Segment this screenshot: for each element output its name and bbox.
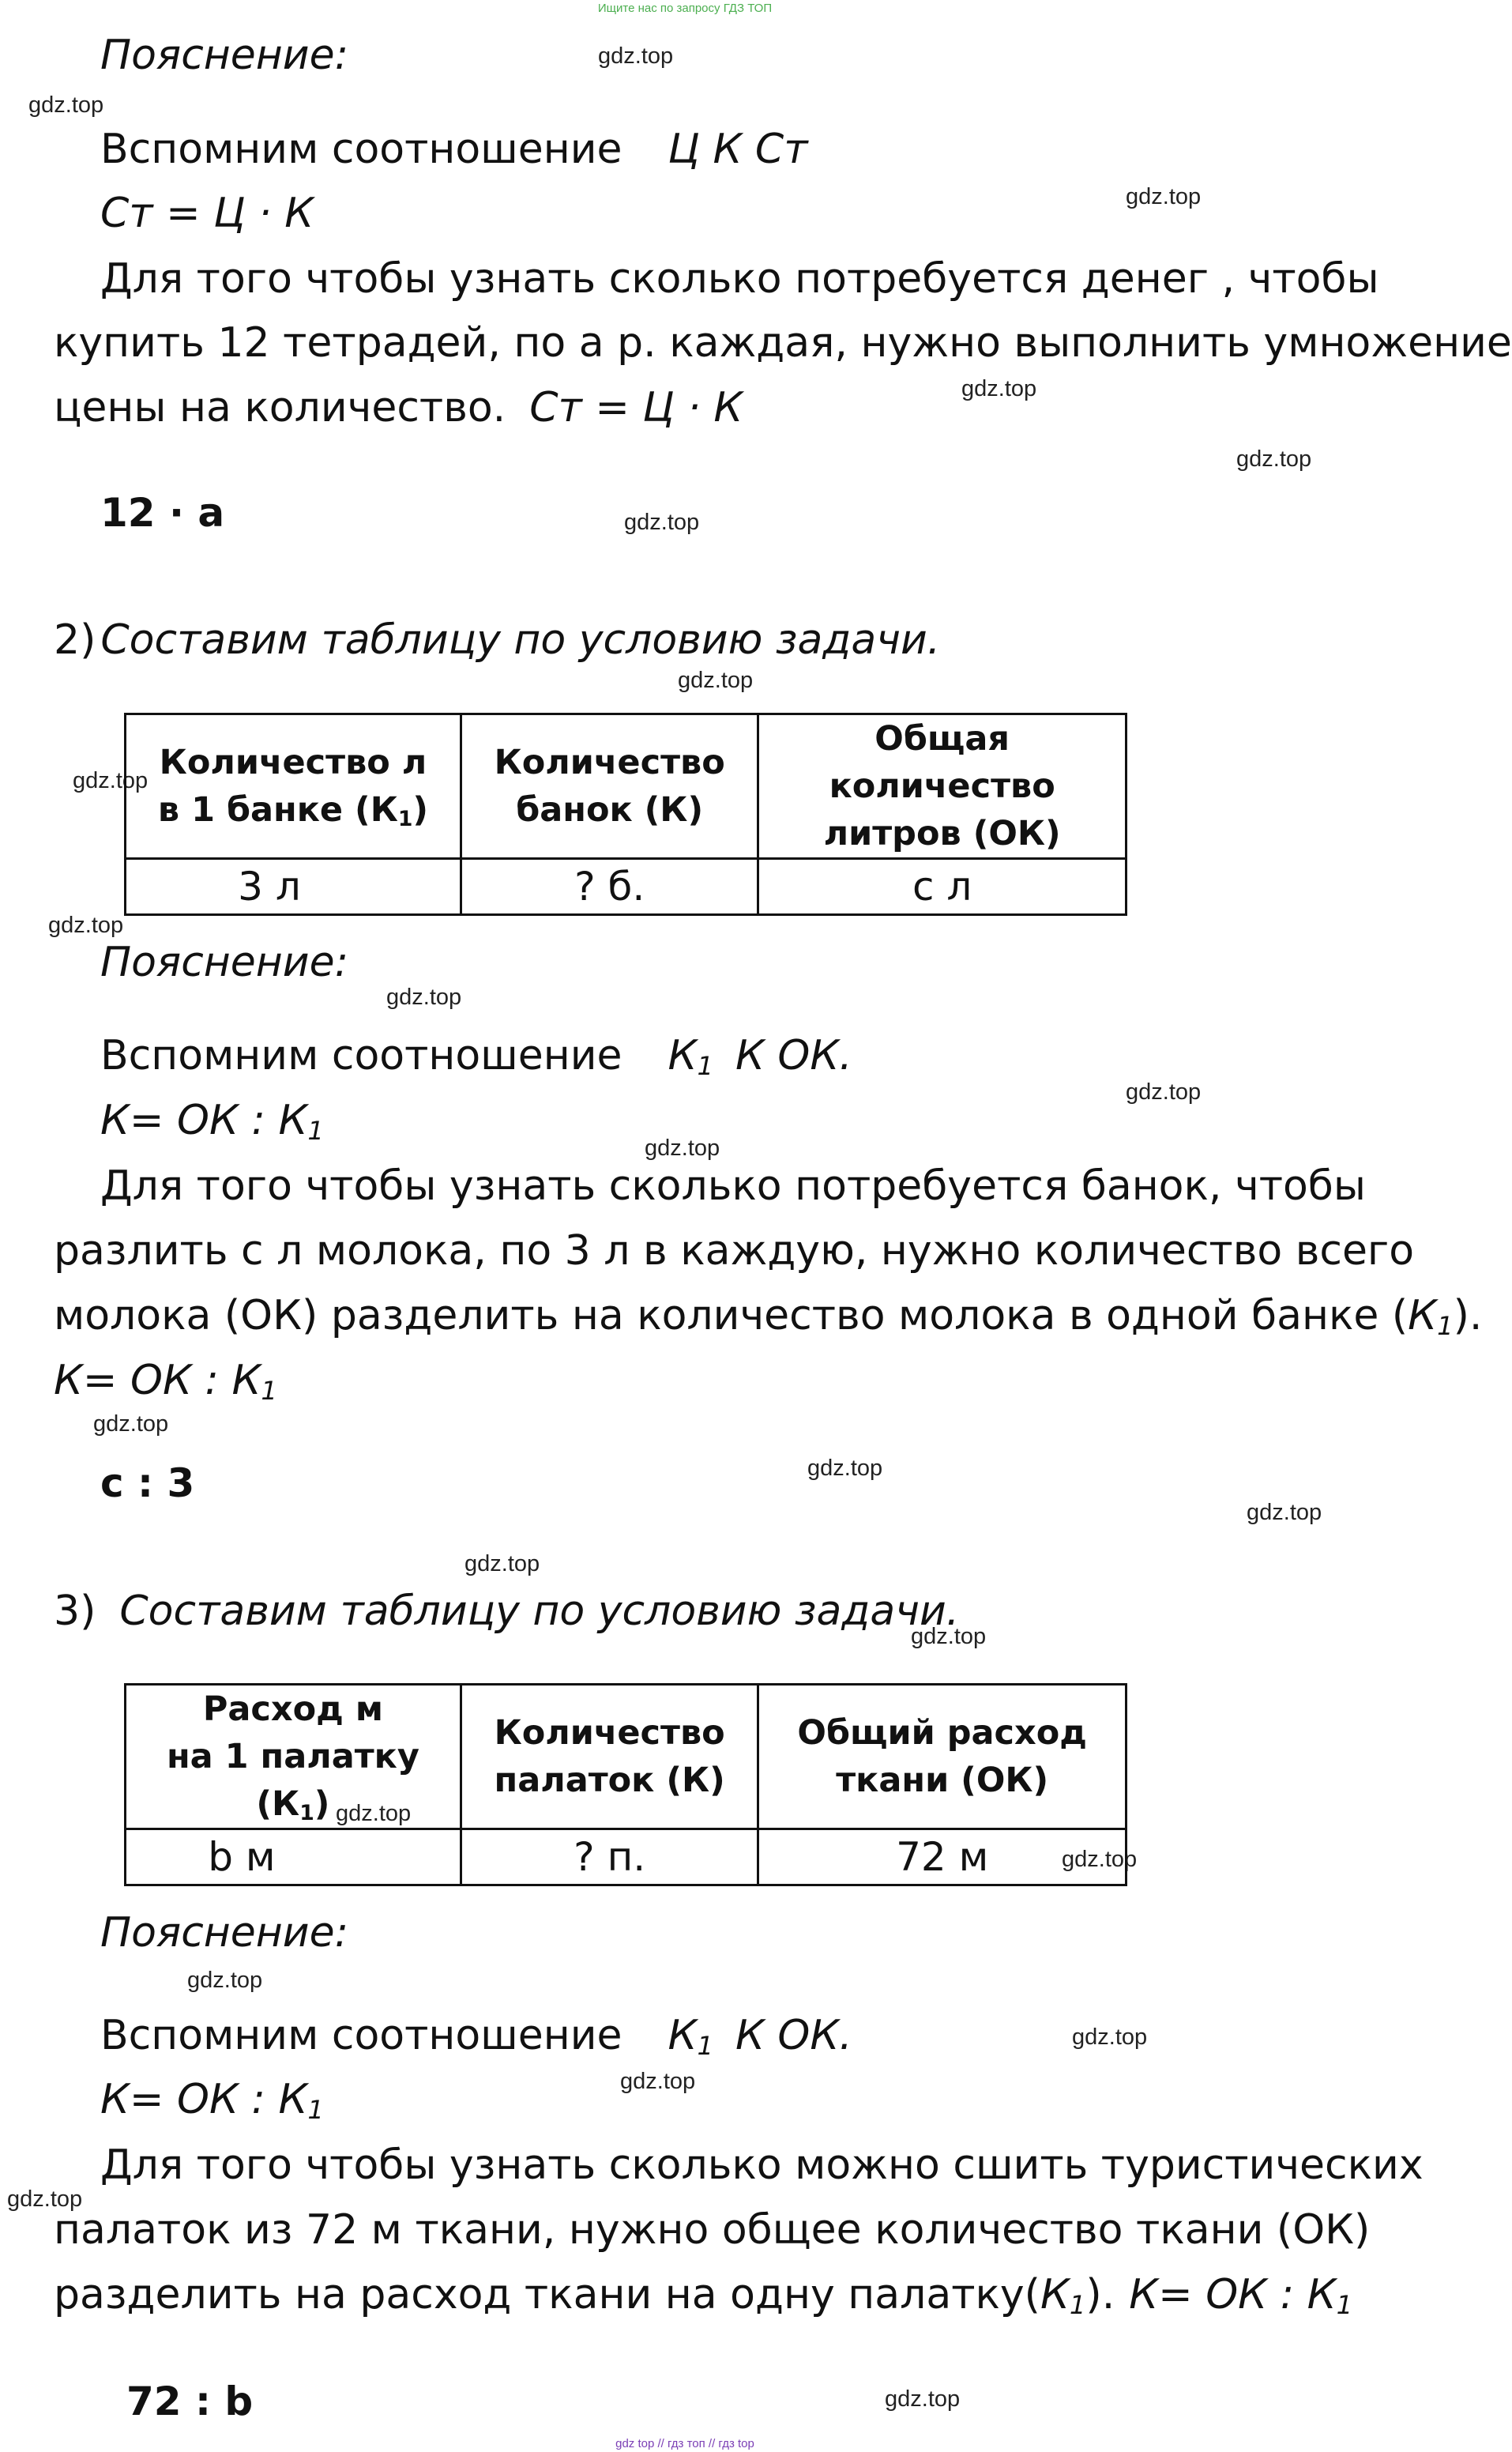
condition-table: [124, 713, 1127, 916]
paragraph-line: купить 12 тетрадей, по а р. каждая, нужно выполнить умножение: [54, 319, 1512, 367]
table-cell: ? п.: [461, 1829, 758, 1885]
task-number: 3): [54, 1588, 96, 1635]
answer-expression: с : 3: [100, 1460, 195, 1506]
watermark: gdz.top: [807, 1456, 883, 1481]
table-cell: ? б.: [461, 859, 758, 915]
watermark: gdz.top: [1247, 1500, 1322, 1525]
paragraph-line: палаток из 72 м ткани, нужно общее количество ткани (ОК): [54, 2206, 1371, 2254]
answer-expression: 12 · а: [100, 490, 225, 536]
watermark: gdz.top: [1126, 184, 1202, 209]
watermark: gdz.top: [73, 768, 149, 793]
watermark: gdz.top: [48, 913, 124, 938]
watermark: gdz.top: [187, 1968, 263, 1993]
watermark: gdz.top: [1072, 2025, 1148, 2050]
watermark: gdz.top: [624, 510, 700, 535]
formula: Ст = Ц · К: [100, 190, 314, 237]
task-line: [54, 1588, 960, 1635]
watermark: gdz.top: [620, 2069, 696, 2094]
watermark: gdz.top: [645, 1136, 720, 1161]
recall-label: Вспомним соотношение: [100, 1032, 622, 1079]
paragraph-line: разделить на расход ткани на одну $палатку(К_1)$. К= ОК : $К_1$: [54, 2271, 1353, 2321]
bottom-banner[interactable]: gdz top // гдз топ // гдз top: [615, 2437, 754, 2450]
watermark: gdz.top: [1126, 1079, 1202, 1105]
paragraph-line: Для того чтобы узнать сколько потребуется денег , чтобы: [100, 255, 1379, 303]
paragraph-line: Для того чтобы узнать сколько можно сшить туристических: [100, 2141, 1424, 2189]
watermark: gdz.top: [386, 985, 462, 1010]
watermark: gdz.top: [1236, 446, 1312, 472]
watermark: gdz.top: [28, 92, 104, 118]
watermark: gdz.top: [7, 2186, 83, 2212]
watermark: gdz.top: [885, 2386, 961, 2412]
recall-line: Вспомним соотношение $К_1$ К ОК.: [100, 2012, 852, 2062]
recall-vars: Ц К Ст: [668, 126, 808, 173]
watermark: gdz.top: [678, 668, 754, 693]
table-header-cell: Количество л в 1 банке $(К_1)$: [126, 714, 461, 859]
explanation-heading: Пояснение:: [100, 1909, 349, 1957]
table-header-cell: Количество палаток (К): [461, 1685, 758, 1829]
table-header-cell: Общая количество литров (ОК): [758, 714, 1126, 859]
formula: К= ОК : $К_1$: [100, 1097, 324, 1147]
inline-formula: Ст = Ц · К: [529, 384, 743, 431]
table-cell: 3 л: [126, 859, 461, 915]
explanation-heading: Пояснение:: [100, 32, 349, 79]
table-cell: с л: [758, 859, 1126, 915]
task-text: Составим таблицу по условию задачи.: [119, 1588, 960, 1635]
table-header-cell: Количество банок (К): [461, 714, 758, 859]
paragraph-line: Для того чтобы узнать сколько потребуется банок, чтобы: [100, 1162, 1366, 1210]
watermark: gdz.top: [465, 1551, 540, 1576]
top-banner: Ищите нас по запросу ГДЗ ТОП: [597, 2, 773, 15]
answer-expression: 72 : b: [126, 2379, 254, 2424]
recall-line: Вспомним соотношение $К_1$ К ОК.: [100, 1032, 852, 1082]
paragraph-line: [54, 384, 743, 431]
table-cell: 72 м: [758, 1829, 1126, 1885]
watermark: gdz.top: [961, 376, 1037, 401]
table-header-cell: Общий расход ткани (ОК): [758, 1685, 1126, 1829]
recall-label: Вспомним соотношение: [100, 2012, 622, 2059]
table-header-cell: Расход м на 1 палатку $(К_1)$: [126, 1685, 461, 1829]
recall-label: Вспомним соотношение: [100, 126, 622, 173]
watermark: gdz.top: [93, 1411, 169, 1437]
formula: К= ОК : $К_1$: [54, 1357, 277, 1407]
watermark: gdz.top: [1062, 1847, 1138, 1872]
condition-table: [124, 1683, 1127, 1886]
paragraph-line: разлить с л молока, по 3 л в каждую, нужно количество всего: [54, 1227, 1415, 1275]
watermark: gdz.top: [336, 1801, 412, 1826]
recall-line: [100, 126, 808, 173]
paragraph-line: молока (ОК) разделить на количество молока в одной банке $(К_1)$.: [54, 1292, 1483, 1342]
task-number: 2): [54, 616, 96, 664]
task-line: [54, 616, 941, 664]
table-cell: b м: [126, 1829, 461, 1885]
paragraph-text: цены на количество.: [54, 384, 506, 431]
watermark: gdz.top: [598, 43, 674, 69]
watermark: gdz.top: [911, 1624, 987, 1649]
task-text: Составим таблицу по условию задачи.: [100, 616, 941, 664]
explanation-heading: Пояснение:: [100, 939, 349, 986]
formula: К= ОК : $К_1$: [100, 2076, 324, 2126]
